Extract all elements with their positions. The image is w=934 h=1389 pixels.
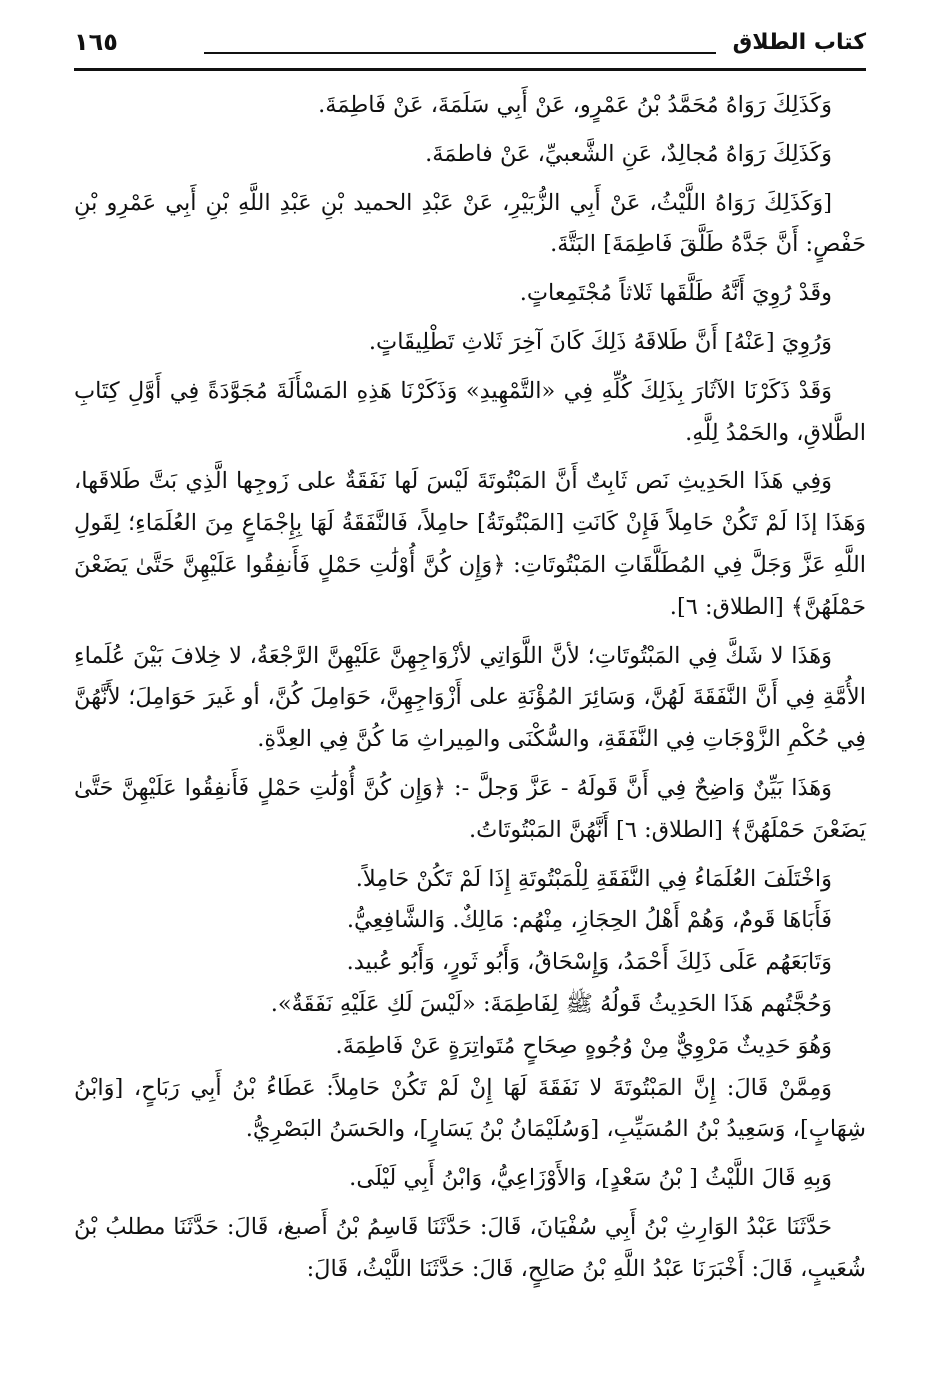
paragraph: وَهَذَا لا شَكَّ فِي المَبْتُوتَاتِ؛ لأنَّ اللَّوَاتِي لأزْوَاجِهِنَّ عَلَيْهِنَّ الرَّجْعَةُ، لا خِلافَ بَيْنَ عُلَماءِ الأُمَّةِ فِي أَنَّ النَّفَقَةَ لَهُنَّ، وَسَائِرَ المُؤْنَةِ على أَزْوَاجِهِنَّ، حَوَامِلَ كُنَّ، أو غَيرَ حَوَامِلَ؛ لأَنَّهُنَّ فِي حُكْمِ الزَّوْجَاتِ فِي النَّفَقَةِ، والسُّكْنَى والمِيراثِ مَا كُنَّ فِي العِدَّةِ. [74,642,866,753]
page-header [74,22,866,71]
paragraph: وَكَذَلِكَ رَوَاهُ مُحَمَّدُ بْنُ عَمْرٍو، عَنْ أَبِي سَلَمَةَ، عَنْ فَاطِمَةَ. [318,92,832,118]
paragraph: حَدَّثَنَا عَبْدُ الوَارِثِ بْنُ أَبِي سُفْيَانَ، قَالَ: حَدَّثَنَا قَاسِمُ بْنُ أَصبغ، قَالَ: حَدَّثَنَا مطلبُ بْنُ شُعَيبٍ، قَالَ: أَخْبَرَنَا عَبْدُ اللَّهِ بْنُ صَالِحٍ، قَالَ: حَدَّثَنَا اللَّيْثُ، قَالَ: [74,1213,866,1282]
paragraph: وَاخْتَلَفَ العُلَمَاءُ فِي النَّفَقَةِ لِلْمَبْتُوتَةِ إِذَا لَمْ تَكُنْ حَامِلاً. [355,865,832,892]
page-body [74,85,866,1291]
chapter-title: كتاب الطلاق [732,30,866,55]
paragraph: وَتَابَعَهُم عَلَى ذَلِكَ أَحْمَدُ، وَإِسْحَاقُ، وَأَبُو ثَورٍ، وَأَبُو عُبيد. [346,949,832,976]
paragraph: وَمِمَّنْ قَالَ: إِنَّ المَبْتُوتَةَ لا نَفَقَةَ لَهَا إِنْ لَمْ تَكُنْ حَامِلاً: عَطَاءُ بْنُ أَبِي رَبَاحٍ، [وَابْنُ شِهَابٍ]، وَسَعِيدُ بْنُ المُسَيِّبِ، [وَسُلَيْمَانُ بْنُ يَسَارٍ]، والحَسَنُ البَصْرِيُّ. [74,1074,866,1143]
paragraph: وَكَذَلِكَ رَوَاهُ مُجالِدٌ، عَنِ الشَّعبيِّ، عَنْ فاطمَةَ. [425,140,832,167]
paragraph: وَهَذَا بَيِّنٌ وَاضِحٌ فِي أَنَّ قَولَهُ - عَزَّ وَجلَّ -: ﴿وَإِن كُنَّ أُوْلَٰتِ حَمْلٍ فَأَنفِقُوا عَلَيْهِنَّ حَتَّىٰ يَضَعْنَ حَمْلَهُنَّ﴾ [الطلاق: ٦] أَنَّهُنَّ المَبْتُوتَاتُ. [74,774,866,843]
paragraph: وَهُوَ حَدِيثٌ مَرْوِيٌّ مِنْ وُجُوهٍ صِحَاحٍ مُتَواتِرَةٍ عَنْ فَاطِمَةَ. [335,1032,832,1059]
paragraph: وَبِهِ قَالَ اللَّيْثُ [ بْنُ سَعْدٍ]، وَالأَوْزَاعِيُّ، وَابْنُ أَبِي لَيْلَى. [349,1165,832,1192]
header-rule [204,52,716,54]
book-page [74,22,866,1362]
paragraph: وَفِي هَذَا الحَدِيثِ نَص ثَابِتٌ أَنَّ المَبْتُوتَةَ لَيْسَ لَها نَفَقَةٌ على زَوجِها الَّذِي بَتَّ طَلاقَها، وَهَذَا إذَا لَمْ تَكُنْ حَامِلاً فَإِنْ كَانَتِ [المَبْتُوتَةُ] حامِلاً، فَالنَّفَقَةُ لَهَا بِإِجْمَاعٍ مِنَ العُلَمَاءِ؛ لِقَولِ اللَّهِ عَزَّ وَجَلَّ فِي المُطَلَّقَاتِ المَبْتُوتَاتِ: ﴿وَإِن كُنَّ أُوْلَٰتِ حَمْلٍ فَأَنفِقُوا عَلَيْهِنَّ حَتَّىٰ يَضَعْنَ حَمْلَهُنَّ﴾ [الطلاق: ٦]. [74,468,866,620]
paragraph: وَقَدْ ذَكَرْنَا الآثَارَ بِذَلِكَ كُلِّهِ فِي «التَّمْهِيدِ» وَذَكَرْنَا هَذِهِ المَسْأَلَةَ مُجَوَّدَةً فِي أَوَّلِ كِتَابِ الطَّلاقِ، والحَمْدُ لِلَّهِ. [74,377,866,446]
page-number: ١٦٥ [74,28,118,56]
paragraph: فَأَبَاهَا قَومٌ، وَهُمْ أَهْلُ الحِجَازِ، مِنْهُم: مَالِكٌ. وَالشَّافِعِيُّ. [346,907,832,934]
paragraph: [وَكَذَلِكَ رَوَاهُ اللَّيْثُ، عَنْ أَبِي الزُّبَيْرِ، عَنْ عَبْدِ الحميد بْنِ عَبْدِ اللَّهِ بْنِ أَبِي عَمْرِو بْنِ حَفْصٍ: أَنَّ جَدَّهُ طَلَّقَ فَاطِمَةَ] البَتَّةَ. [74,189,866,258]
paragraph: وَرُوِيَ [عَنْهُ] أَنَّ طَلاقَهُ ذَلِكَ كَانَ آخِرَ ثَلاثِ تَطْلِيقَاتٍ. [368,328,832,355]
paragraph: وَحُجَّتُهم هَذَا الحَدِيثُ قَولُهُ ﷺ لِفَاطِمَةَ: «لَيْسَ لَكِ عَلَيْهِ نَفَقَةٌ». [270,990,832,1017]
paragraph: وقَدْ رُوِيَ أَنَّهُ طَلَّقَها ثَلاثاً مُجْتَمِعاتٍ. [519,280,832,307]
